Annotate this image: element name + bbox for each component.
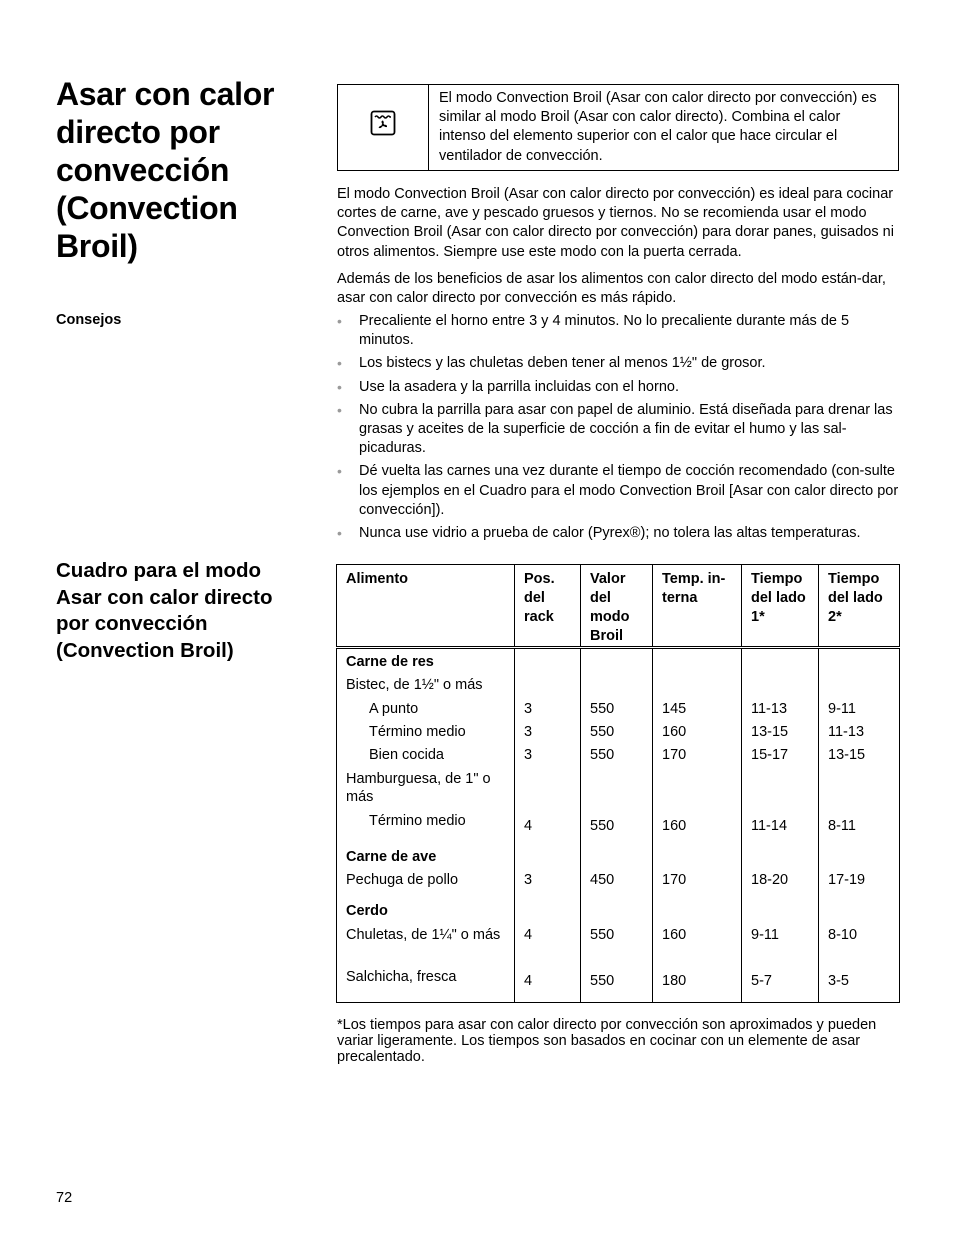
intro-section <box>337 185 899 308</box>
page-title: Asar con calor directo por convección (Convection Broil) <box>56 76 275 264</box>
table-cell: 550 <box>590 724 615 740</box>
table-cell: 4 <box>524 927 533 943</box>
table-group-label: Carne de ave <box>346 849 437 865</box>
header-line: del lado <box>751 590 806 606</box>
table-cell: 145 <box>662 701 687 717</box>
header-line: del <box>590 590 611 606</box>
table-row-label: Salchicha, fresca <box>346 969 457 985</box>
table-cell: 160 <box>662 927 687 943</box>
table-cell: 8-11 <box>828 818 856 834</box>
table-cell: 8-10 <box>828 927 858 943</box>
header-tiempo-lado-2 <box>819 565 900 648</box>
header-temp-interna <box>653 565 742 648</box>
table-cell: 160 <box>662 724 687 740</box>
header-line: Valor <box>590 571 626 587</box>
tip-item: • Nunca use vidrio a prueba de calor (Pyrex®); no tolera las altas temperaturas. <box>337 524 899 543</box>
table-cell: 4 <box>524 818 533 834</box>
table-row-label: Bien cocida <box>369 747 444 763</box>
table-row-label: Chuletas, de 1¼" o más <box>346 927 501 943</box>
table-row-label: Término medio <box>369 724 466 740</box>
tip-item: • Dé vuelta las carnes una vez durante el tiempo de cocción recomendado (con-sulte los ejemplos en el Cuadro para el modo Convection Broil [Asar con calor directo por convección]). <box>337 463 899 518</box>
table-cell: 550 <box>590 701 615 717</box>
header-pos-rack <box>515 565 581 648</box>
table-cell: 450 <box>590 872 615 888</box>
table-group-label: Carne de res <box>346 654 434 670</box>
table-row-label: Término medio <box>369 813 466 829</box>
bullet-icon: • <box>337 313 342 329</box>
header-line: del <box>524 590 545 606</box>
broil-chart-table <box>336 564 900 1003</box>
table-row-label: Bistec, de 1½" o más <box>346 677 483 693</box>
header-line: Broil <box>590 628 624 644</box>
table-row-label: A punto <box>369 701 419 717</box>
intro-paragraph: El modo Convection Broil (Asar con calor directo por convección) es ideal para cocinar cortes de carne, ave y pescado gruesos y tiernos. No se recomienda usar el modo Convection Broil (Asar con calor directo por convección) para dorar panes, guisados ni otros alimentos. Siempre use este modo con la puerta cerrada. <box>337 186 894 260</box>
table-cell: 11-13 <box>751 701 788 717</box>
table-row-label: Pechuga de pollo <box>346 872 459 888</box>
table-cell: 11-13 <box>828 724 865 740</box>
page-number: 72 <box>56 1190 73 1206</box>
header-line: 2* <box>828 609 842 625</box>
bullet-icon: • <box>337 378 342 395</box>
note-icon-cell <box>338 85 429 170</box>
table-group-label: Cerdo <box>346 903 388 919</box>
table-cell: 17-19 <box>828 872 866 888</box>
table-cell: 550 <box>590 747 615 763</box>
table-body <box>337 648 900 1003</box>
table-col-valor <box>581 648 653 1003</box>
table-cell: 5-7 <box>751 973 772 989</box>
header-line: Temp. in- <box>662 571 726 587</box>
table-cell: 11-14 <box>751 818 788 834</box>
table-cell: 550 <box>590 818 615 834</box>
header-line: 1* <box>751 609 765 625</box>
table-cell: 170 <box>662 872 687 888</box>
header-alimento <box>337 565 515 648</box>
tips-label: Consejos <box>56 312 122 328</box>
tip-item: • Precaliente el horno entre 3 y 4 minutos. No lo precaliente durante más de 5 minutos. <box>337 313 850 349</box>
header-line: Alimento <box>346 571 409 587</box>
header-valor-broil <box>581 565 653 648</box>
table-cell: 3 <box>524 724 533 740</box>
table-row-label: Hamburguesa, de 1" o más <box>346 771 491 805</box>
tip-item: • No cubra la parrilla para asar con papel de aluminio. Está diseñada para drenar las grasas y aceites de la superficie de cocción a fin de evitar el humo y las sal-picaduras. <box>337 401 893 457</box>
table-cell: 13-15 <box>828 747 866 763</box>
header-line: Pos. <box>524 571 555 587</box>
table-cell: 160 <box>662 818 687 834</box>
table-cell: 3 <box>524 747 533 763</box>
chart-heading: Cuadro para el modo Asar con calor directo por convección (Convection Broil) <box>56 559 273 662</box>
table-col-temp <box>653 648 742 1003</box>
header-line: rack <box>524 609 554 625</box>
table-cell: 550 <box>590 973 615 989</box>
table-cell: 15-17 <box>751 747 789 763</box>
header-line: Tiempo <box>751 571 803 587</box>
table-cell: 550 <box>590 927 615 943</box>
table-header-row <box>337 565 900 648</box>
table-cell: 9-11 <box>828 701 856 717</box>
table-cell: 3 <box>524 872 533 888</box>
bullet-icon: • <box>337 355 342 372</box>
table-col-pos-rack <box>515 648 581 1003</box>
table-cell: 9-11 <box>751 927 779 943</box>
tip-item: • Los bistecs y las chuletas deben tener al menos 1½" de grosor. <box>337 354 899 373</box>
table-cell: 180 <box>662 973 687 989</box>
bullet-icon: • <box>337 401 342 418</box>
footnote: *Los tiempos para asar con calor directo por convección son aproximados y pueden variar ligeramente. Los tiempos son basados en cocinar con un elemente de asar precalentado. <box>337 1017 877 1065</box>
intro-paragraph: Además de los beneficios de asar los alimentos con calor directo del modo están-dar, asar con calor directo por convección es más rápido. <box>337 270 886 307</box>
table-cell: 18-20 <box>751 872 789 888</box>
table-cell: 4 <box>524 973 533 989</box>
table-col-lado-1 <box>742 648 819 1003</box>
header-tiempo-lado-1 <box>742 565 819 648</box>
mode-note-box <box>337 84 899 171</box>
table-cell: 13-15 <box>751 724 789 740</box>
convection-broil-icon <box>370 110 396 136</box>
header-line: del lado <box>828 590 883 606</box>
header-line: terna <box>662 590 698 606</box>
tips-list <box>337 312 899 547</box>
header-line: modo <box>590 609 630 625</box>
bullet-icon: • <box>337 463 342 480</box>
table-cell: 3 <box>524 701 533 717</box>
header-line: Tiempo <box>828 571 880 587</box>
table-cell: 170 <box>662 747 687 763</box>
tip-item: • Use la asadera y la parrilla incluidas con el horno. <box>337 378 899 397</box>
table-col-lado-2 <box>819 648 900 1003</box>
bullet-icon: • <box>337 525 342 542</box>
table-cell: 3-5 <box>828 973 849 989</box>
note-text: El modo Convection Broil (Asar con calor directo por convección) es similar al modo Broil (Asar con calor directo). Combina el calor intenso del elemento superior con el calor que hace circular el ventilador de convección. <box>439 90 877 164</box>
table-col-alimento <box>337 648 515 1003</box>
